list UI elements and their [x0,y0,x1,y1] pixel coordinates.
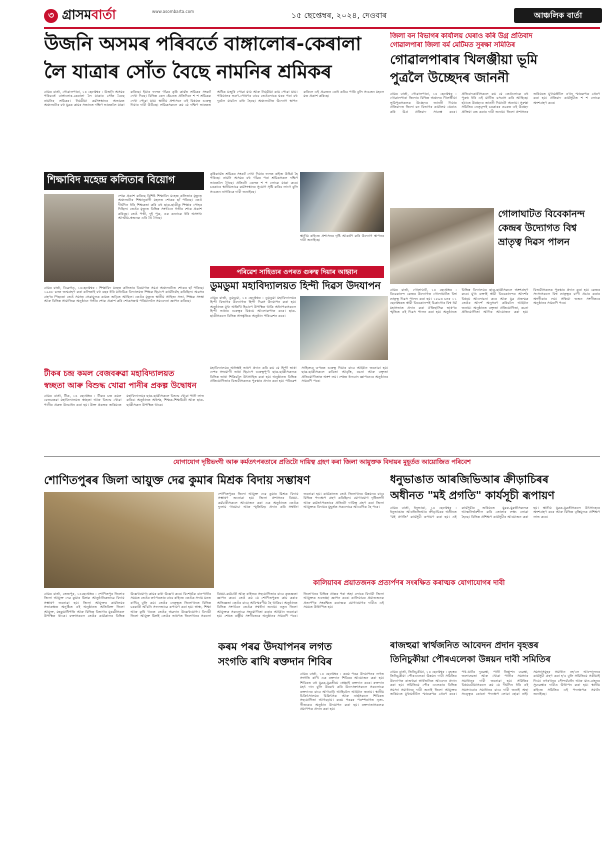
karam-title-2: সংগতি ৰাখি ৰক্তদান শিবিৰ [218,656,332,668]
masthead-part-b: বাৰ্তা [91,8,116,23]
tinsukia-title-2: তিনিচুকীয়া পৌৰএলেকা উন্নয়ন দাবী সমিতিৰ [390,655,551,665]
shonitpur-body: গ্ৰামৰ বাৰ্তা, তেজপুৰ, ১৪ছেপ্তেম্বৰ : শোণিতপুৰ জিলাৰ জিলা আয়ুক্ত দেৱ কুমাৰ মিশ্ৰক আনুষ্ঠানিকভাৱে বিদায় সম্ভাষণ জনোৱা হয়। জিলা আয়ুক্তৰ কাৰ্যালয়ৰ সভাকক্ষত অনুষ্ঠিত এই অনুষ্ঠানত অতিৰিক্ত জিলা আয়ুক্ত, মহকুমাধিপতি আৰু বিভিন্ন বিভাগৰ মুৰব্বীসকল উপস্থিত থাকে। বক্তাসকলে তেওঁৰ কাৰ্যকালৰ বিভিন্ন উল্লেখযোগ্য কামৰ কথা উল্লেখ কৰে। বিশেষকৈ বানপানীৰ সময়ত তেওঁৰ তৎপৰতাৰ বাবে ৰাইজে তেওঁক সদায় মনত ৰাখিব বুলি কয়। তেওঁৰ নেতৃত্বত জিলাখনত বিভিন্ন চৰকাৰী আঁচনি সফলভাৱে ৰূপায়ণ কৰা হয়। স্বাস্থ্য, শিক্ষা আৰু কৃষি খণ্ডত তেওঁৰ অৱদান উল্লেখযোগ্য। বিদায়ী জিলা আয়ুক্ত মিশ্ৰই তেওঁৰ ভাষণত জিলাখনৰ সকলো বিষয়া-কৰ্মচাৰী আৰু ৰাইজৰ সহযোগিতাৰ বাবে কৃতজ্ঞতা জ্ঞাপন কৰে। তেওঁ কয় যে শোণিতপুৰত কাম কৰাৰ অভিজ্ঞতা তেওঁৰ বাবে অবিস্মৰণীয় হৈ থাকিব। অনুষ্ঠানত বিভিন্ন সংগঠনে তেওঁক সম্বৰ্ধনা জনায়। নতুন জিলা আয়ুক্তক সকলোৱে সহযোগিতা কৰাৰ আহ্বান জনোৱা হয়। শেষত ৰাষ্ট্ৰীয় সংগীতেৰে অনুষ্ঠানৰ সামৰণি পৰে। জিলাখনৰ বিভিন্ন প্ৰান্তৰ পৰা অহা লোকে বিদায়ী জিলা আয়ুক্তক শুভেচ্ছা জ্ঞাপন কৰে। কালিয়াবৰ প্ৰয়াতজনক প্ৰত্যৰ্পণৰ সংৰক্ষিত কৰাত্মক যোগাযোগৰ দাবীও এই সময়ত উত্থাপিত হয়। [44,592,384,619]
hindi-day-photo [300,296,388,360]
karam-body: গ্ৰামৰ বাৰ্তা, ১৪ ছেপ্তেম্বৰ : কৰম পৰৱ উদযাপনৰ লগত সংগতি ৰাখি এক ৰক্তদান শিবিৰৰ আয়োজন কৰা হয়। শিবিৰত বহু যুৱক-যুৱতীয়ে স্বেচ্ছাই ৰক্তদান কৰে। ৰক্তদান মহৎ দান বুলি উল্লেখ কৰি উদ্যোক্তাসকলে সকলোকে ৰক্তদানৰ বাবে আগবাঢ়ি আহিবলৈ আহ্বান জনায়। স্থানীয় চিকিৎসালয়ৰ চিকিৎসক আৰু নাৰ্ছসকলে শিবিৰত সহযোগিতা আগবঢ়ায়। কৰম পৰৱৰ পৰম্পৰাগত নৃত্য-গীতৰেও অনুষ্ঠান উদযাপন কৰা হয়। ৰক্তদাতাসকলক প্ৰমাণপত্ৰ প্ৰদান কৰা হয়। [300,672,384,712]
goalpara-body: গ্ৰামৰ বাৰ্তা, গোৱালপাৰা, ১৪ ছেপ্তেম্বৰ : গোৱালপাৰা জিলাৰ বিভিন্ন অঞ্চলৰ খিলঞ্জীয়া ভূমিপুত্ৰসকলক উচ্ছেদৰ জাননী দিয়াৰ প্ৰতিবাদত জিলা বন বিভাগৰ কাৰ্যালয় ঘেৰাও কৰি উগ্ৰ প্ৰতিবাদ সাব্যস্ত কৰে। প্ৰতিবাদকাৰীসকলে কয় যে তেওঁলোকে বহু পুৰুষ ধৰি এই মাটিত বসবাস কৰি আহিছে। হঠাতে উচ্ছেদৰ জাননী দিয়াটো অন্যায়। সুৰক্ষা সমিতিৰ নেতৃবৃন্দই চৰকাৰৰ ওচৰত এই উচ্ছেদ প্ৰক্ৰিয়া বন্ধ কৰাৰ দাবী জনায়। জিলা প্ৰশাসনৰ জৰিয়তে মুখ্যমন্ত্ৰীলৈ এখন স্মাৰকপত্ৰ প্ৰেৰণ কৰা হয়। প্ৰতিবাদ কাৰ্যসূচীত শ শ লোকে অংশগ্ৰহণ কৰে। [390,92,600,114]
dhemaji-title-1: ধনুভাঙাত আৰজিভিআৰ ক্ৰীড়াচিৰৰ [390,473,549,486]
tinsukia-body: গ্ৰামৰ বাৰ্তা, তিনিচুকীয়া, ১৪ ছেপ্তেম্বৰ : বৃহত্তৰ তিনিচুকীয়া পৌৰএলেকা উন্নয়ন দাবী সমিতিৰ উদ্যোগত ৰাজহুৱা স্বাৰ্থজনিত আবেদন প্ৰদান কৰা হয়। সমিতিয়ে পৌৰ এলেকাৰ বিভিন্ন সমস্যা সমাধানৰ দাবী জনাই জিলা আয়ুক্তৰ জৰিয়তে মুখ্যমন্ত্ৰীলৈ স্মাৰকপত্ৰ প্ৰেৰণ কৰে। পথ-ঘাটৰ দুৰৱস্থা, পানী নিষ্কাশন ব্যৱস্থা, জলাবদ্ধতা আৰু খোৱা পানীৰ সমস্যাৰ সমাধানৰ দাবী জনোৱা হয়। সমিতিৰ বিষয়ববীয়াসকলে কয় যে দীৰ্ঘদিন ধৰি এই সমস্যাবোৰ সমাধানৰ বাবে দাবী জনাই অহা সত্ত্বেও কোনো পদক্ষেপ লোৱা হোৱা নাই। সমস্যাসমূহৰ সমাধান নহ'লে আন্দোলনৰ কাৰ্যসূচী গ্ৰহণ কৰা হ'ব বুলি সমিতিয়ে সকীয়াই দিয়ে। নগৰখনৰ সৌন্দৰ্যবৰ্ধন আৰু যান-বাহনৰ সুব্যৱস্থাৰ দাবীও উত্থাপন কৰা হয়। স্থানীয় ৰাইজে সমিতিৰ এই পদক্ষেপক সমৰ্থন জনাইছে। [390,670,600,697]
lead-continued-body: কৃষিকাৰ্যত শ্ৰমিকৰ সংকট দেখা দিয়াৰ ফলত ৰাইজ উদ্বিগ্ন হৈ পৰিছে। নামনি অসমৰ বহু গাঁৱৰ পৰা শ্ৰমিকসকল দক্ষিণ ভাৰতলৈ গৈছে। প্ৰতিটো ৰেলত শ শ লোকে যাত্ৰা কৰে। চৰকাৰে স্থানীয়ভাৱে কৰ্মসংস্থানৰ সুযোগ সৃষ্টি কৰিব লাগে বুলি সচেতন নাগৰিকে দাবী জনাইছে। [210,172,298,194]
page-number-circle: ৩ [44,9,58,23]
karam-title-1: কৰম পৰৱ উদযাপনৰ লগত [218,641,332,653]
masthead-part-a: গ্ৰাসম [62,8,92,23]
tikar-title-2: স্বচ্ছতা আৰু বিশুদ্ধ খোৱা পানীৰ প্ৰকল্প উদ্বোধন [44,381,197,390]
shonitpur-title: শোণিতপুৰৰ জিলা আয়ুক্ত দেৱ কুমাৰ মিশ্ৰক বিদায় সম্ভাষণ [44,473,311,487]
vivekananda-body: গ্ৰামৰ বাৰ্তা, গোলাঘাট, ১৪ ছেপ্তেম্বৰ : বিবেকানন্দ কেন্দ্ৰৰ উদ্যোগত গোলাঘাটত বিশ্ব ভ্ৰাতৃত্ব দিৱস পালন কৰা হয়। ১৮৯৩ চনৰ ১১ ছেপ্তেম্বৰত স্বামী বিবেকানন্দই চিকাগোৰ বিশ্ব ধৰ্ম মহাসভাত প্ৰদান কৰা ঐতিহাসিক ভাষণৰ স্মৃতিত এই দিৱস পালন কৰা হয়। অনুষ্ঠানত বিভিন্ন বিদ্যালয়ৰ ছাত্ৰ-ছাত্ৰীসকলে অংশগ্ৰহণ কৰে। মুখ্য বক্তাই স্বামী বিবেকানন্দৰ আদৰ্শৰ বিষয়ে আলোচনা কৰে আৰু যুৱ প্ৰজন্মক তেওঁৰ আদৰ্শ অনুসৰণ কৰিবলৈ আহ্বান জনায়। অনুষ্ঠানত বক্তৃতা প্ৰতিযোগিতা, ৰচনা প্ৰতিযোগিতা আদিৰ আয়োজন কৰা হয়। বিজয়ীসকলক পুৰস্কাৰ প্ৰদান কৰা হয়। কেন্দ্ৰৰ সদস্যসকলে বিশ্ব ভ্ৰাতৃত্বৰ বাণী প্ৰচাৰ কৰাৰ অংগীকাৰ লয়। সন্ধিয়া ভজন সংগীতৰে অনুষ্ঠানৰ সামৰণি পৰে। [390,288,600,315]
hindi-day-body: গ্ৰামৰ বাৰ্তা, ডুমডুমা, ১৪ ছেপ্তেম্বৰ : ডুমডুমা মহাবিদ্যালয়ৰ হিন্দী বিভাগৰ উদ্যোগত হিন্দী দিৱস উদযাপন কৰা হয়। অনুষ্ঠানত মুখ্য অতিথি হিচাপে উপস্থিত থাকি অধ্যাপকসকলে হিন্দী ভাষাৰ গুৰুত্বৰ বিষয়ে আলোকপাত কৰে। ছাত্ৰ-ছাত্ৰীসকলে বিভিন্ন সাংস্কৃতিক অনুষ্ঠান পৰিৱেশন কৰে। [210,296,296,318]
shonitpur-photo [44,492,214,588]
page-header [44,8,600,26]
shonitpur-body-top: শোণিতপুৰৰ জিলা আয়ুক্ত দেৱ কুমাৰ মিশ্ৰক বিদায় সম্ভাষণ জনোৱা হয়। জিলা প্ৰশাসনৰ বিষয়া-কৰ্মচাৰীসকলে আয়োজন কৰা এক অনুষ্ঠানত তেওঁক ফুলাম গামোচা আৰু স্মৃতিচিহ্ন প্ৰদান কৰি সম্বৰ্ধনা জনোৱা হয়। কাৰ্যকালত তেওঁ জিলাখনৰ উন্নয়নৰ বাবে বিভিন্ন পদক্ষেপ গ্ৰহণ কৰিছিল। যোগাযোগ দৃষ্টিভংগী আৰু কৰ্মতৎপৰতাৰে প্ৰতিটো দায়িত্ব গ্ৰহণ কৰা জিলা আয়ুক্তক বিদায়ৰ মুহূৰ্তত সকলোৱে আবেগিক হৈ পৰে। [218,492,384,510]
section-label: আঞ্চলিক বাৰ্তা [514,8,602,23]
hindi-day-title: ডুমডুমা মহাবিদ্যালয়ত হিন্দী দিৱস উদযাপন [210,281,381,292]
banner-top-rule [44,456,600,457]
hindi-day-photo-top [300,172,384,232]
header-rule [44,27,600,29]
goalpara-title-2: পুত্ৰলৈ উচ্ছেদৰ জাননী [390,71,510,86]
masthead-logo [62,8,116,24]
lead-headline-1: উজনি অসমৰ পৰিবৰ্তে বাঙ্গালোৰ-কেৰালা [44,33,362,55]
tinsukia-title-1: ৰাজহুৱা স্বাৰ্থজনিত আবেদন প্ৰদান বৃহত্তৰ [390,641,539,651]
obituary-body-right: শোক প্ৰকাশ কৰিছে বিশিষ্ট শিক্ষাবিদ মহেন্দ্ৰ কলিতাৰ মৃত্যুত অঞ্চলটোৰ শিক্ষানুৰাগী মহলত শোকৰ ছাঁ পৰিছে। তেওঁ দীৰ্ঘদিন ধৰি শিক্ষকতা কৰি বহু ছাত্ৰ-ছাত্ৰীক শিক্ষাৰ পোহৰ দিছিল। তেওঁৰ মৃত্যুত বিভিন্ন সংগঠনে গভীৰ শোক প্ৰকাশ কৰিছে। তেওঁ পত্নী, দুই পুত্ৰ, এক কন্যাকে ধৰি অসংখ্য আত্মীয়-স্বজনক এৰি থৈ গৈছে। [118,194,202,221]
lead-continued-body-2: স্থানীয় ৰাইজে প্ৰশাসনৰ দৃষ্টি আকৰ্ষণ কৰি উদ্যোগ স্থাপনৰ দাবী জনাইছে। [300,234,384,243]
red-note-line-1: জিলা বন বিভাগৰ কাৰ্যালয় ঘেৰাও কৰি উগ্ৰ প্ৰতিবাদ [390,32,533,40]
vivekananda-title-1: গোলাঘাটত বিবেকানন্দ [498,209,585,220]
dhemaji-body: গ্ৰামৰ বাৰ্তা, ধনুভাঙা, ১৪ ছেপ্তেম্বৰ : ধনুভাঙাত আৰজিভিআৰ ক্ৰীড়াচিৰৰ অধীনত "মই প্ৰগতি" কাৰ্যসূচী ৰূপায়ণ কৰা হয়। এই কাৰ্যসূচীৰ জৰিয়তে যুৱক-যুৱতীসকলক আত্মনিৰ্ভৰশীল কৰি তোলাৰ লক্ষ্য লোৱা হৈছে। বিভিন্ন প্ৰশিক্ষণ কাৰ্যসূচীৰ আয়োজন কৰা হয়। স্থানীয় যুৱক-যুৱতীসকলে উৎসাহেৰে অংশগ্ৰহণ কৰে আৰু বিভিন্ন বৃত্তিমূলক প্ৰশিক্ষণ লাভ কৰে। [390,506,600,519]
obituary-title: শিক্ষাবিদ মহেন্দ্ৰ কলিতাৰ বিয়োগ [47,175,175,186]
lead-body: গ্ৰামৰ বাৰ্তা, গোৱালপাৰা, ১৪ ছেপ্তেম্বৰ : উজনি অসমৰ পৰিবৰ্তে বাঙ্গালোৰ-কেৰালা লৈ যাত্ৰাৰ সোঁত বৈছে নামনিৰ শ্ৰমিকৰ। নিয়মীয়া কৰ্মসংস্থানৰ অভাৱত অঞ্চলটোৰ বহু যুৱক কামৰ সন্ধানত দক্ষিণ ভাৰতলৈ যাত্ৰা কৰিছে। ইয়াৰ ফলত গাঁৱৰ কৃষি কাৰ্যত শ্ৰমিকৰ সংকট দেখা দিছে। বিভিন্ন ৰেল ষ্টেচনত প্ৰতিদিনে শ শ শ্ৰমিকক দেখা পোৱা যায়। স্থানীয় প্ৰশাসনে এই বিষয়ত গুৰুত্ব দিয়াৰ দাবী উঠিছে। শ্ৰমিকসকলে কয় যে দক্ষিণ ভাৰতত অধিক মজুৰি পোৱা যায় আৰু নিয়মীয়া কাম পোৱা যায়। পৰিয়ালৰ ভৰণ-পোষণৰ বাবে তেওঁলোকে ঘৰৰ পৰা বহু দূৰলৈ যাবলৈ বাধ্য হৈছে। অঞ্চলটোত উদ্যোগ স্থাপন কৰিলে এই প্ৰব্ৰজন ৰোধ কৰিব পাৰি বুলি সচেতন মহলে মত প্ৰকাশ কৰিছে। [44,90,384,108]
hindi-day-kicker: পৰিৱেশ সাহিত্যৰ ওপৰত গুৰুত্ব দিয়াৰ আহ্বান [236,268,358,276]
obituary-photo [44,194,114,282]
lead-headline-2: লৈ যাত্ৰাৰ সোঁত বৈছে নামনিৰ শ্ৰমিকৰ [44,61,332,83]
kaliabor-title: কালিয়াবৰ প্ৰয়াতজনক প্ৰত্যৰ্পণৰ সংৰক্ষিত কৰাত্মক যোগাযোগৰ দাবী [313,579,505,587]
hindi-day-body-2: মহাবিদ্যালয়ৰ অধ্যক্ষই ভাষণ প্ৰদান কৰি কয় যে হিন্দী ভাষা দেশৰ সংযোগী ভাষা হিচাপে গুৰুত্বপূৰ্ণ। ছাত্ৰ-ছাত্ৰীসকলক বিভিন্ন ভাষা শিকিবলৈ উৎসাহিত কৰা হয়। অনুষ্ঠানত বিভিন্ন প্ৰতিযোগিতাৰ বিজয়ীসকলক পুৰস্কাৰ প্ৰদান কৰা হয়। পৰিৱেশ সাহিত্যৰ ওপৰত গুৰুত্ব দিয়াৰ বাবে আহ্বান জনোৱা হয়। ছাত্ৰ-ছাত্ৰীসকলে কবিতা আবৃত্তি, ৰচনা আৰু বক্তৃতা প্ৰতিযোগিতাত অংশ লয়। শেষত ধন্যবাদ জ্ঞাপনেৰে অনুষ্ঠানৰ সামৰণি পৰে। [210,366,388,384]
vivekananda-photo [390,208,494,284]
red-note-line-2: গোৱালপাৰা জিলা বৰ্ম মেটিমত সুৰক্ষা সমিতিৰ [390,41,515,49]
tikar-title-1: টীকৰ চন্দ্ৰ কমল বেজবৰুৱা মহাবিদ্যালয়ত [44,369,175,378]
vivekananda-title-3: ভ্ৰাতৃত্ব দিৱস পালন [498,237,570,248]
dhemaji-title-2: অধীনত "মই প্ৰগতি" কাৰ্যসূচী ৰূপায়ণ [390,489,555,502]
header-date: ১৫ ছেপ্তেম্বৰ, ২০২৪, দেওবাৰ [291,11,387,20]
dudhnoi-banner: যোগাযোগ দৃষ্টিভংগী আৰু কৰ্মতৎপৰতাৰে প্ৰতিটো দায়িত্ব গ্ৰহণ কৰা জিলা আয়ুক্তক বিদায়ৰ মুহূৰ্তত আয়োজিত পৰিবেশ [173,459,471,466]
vivekananda-title-2: কেন্দ্ৰৰ উদ্যোগত বিশ্ব [498,223,577,234]
website-url: www.asombarta.com [152,9,195,14]
tikar-body: গ্ৰামৰ বাৰ্তা, টীক, ১৪ ছেপ্তেম্বৰ : টীকৰ চন্দ্ৰ কমল বেজবৰুৱা মহাবিদ্যালয়ত স্বচ্ছতা আৰু বিশুদ্ধ খোৱা পানীৰ প্ৰকল্প উদ্বোধন কৰা হয়। উক্ত প্ৰকল্পৰ জৰিয়তে মহাবিদ্যালয়ৰ ছাত্ৰ-ছাত্ৰীসকলে বিশুদ্ধ খোৱা পানী লাভ কৰিব। অনুষ্ঠানত অধ্যক্ষ, শিক্ষক-শিক্ষয়িত্ৰী আৰু ছাত্ৰ-ছাত্ৰীসকল উপস্থিত থাকে। [44,394,204,407]
obituary-body: গ্ৰামৰ বাৰ্তা, ডিব্ৰুগড়, ১৪ছেপ্তেম্বৰ : শিক্ষাবিদ মহেন্দ্ৰ কলিতাৰ বিয়োগত সমগ্ৰ অঞ্চলটোত শোকৰ ছাঁ পৰিছে। ১৯৪৮ চনত জন্মগ্ৰহণ কৰা কলিতাই বহু বছৰ ধৰি মাধ্যমিক বিদ্যালয়ত শিক্ষক হিচাপে কাৰ্যনিৰ্বাহ কৰিছিল। অৱসৰ গ্ৰহণৰ পিছতো তেওঁ সমাজ সেৱামূলক কামত জড়িত আছিল। তেওঁৰ মৃত্যুত স্থানীয় সাহিত্য সভা, শিক্ষক সংস্থা আৰু বিভিন্ন সামাজিক অনুষ্ঠানে গভীৰ শোক প্ৰকাশ কৰি শোকসন্তপ্ত পৰিয়াললৈ সমবেদনা জ্ঞাপন কৰিছে। [44,286,204,304]
goalpara-title-1: গোৱালপাৰাৰ খিলঞ্জীয়া ভূমি [390,53,538,68]
